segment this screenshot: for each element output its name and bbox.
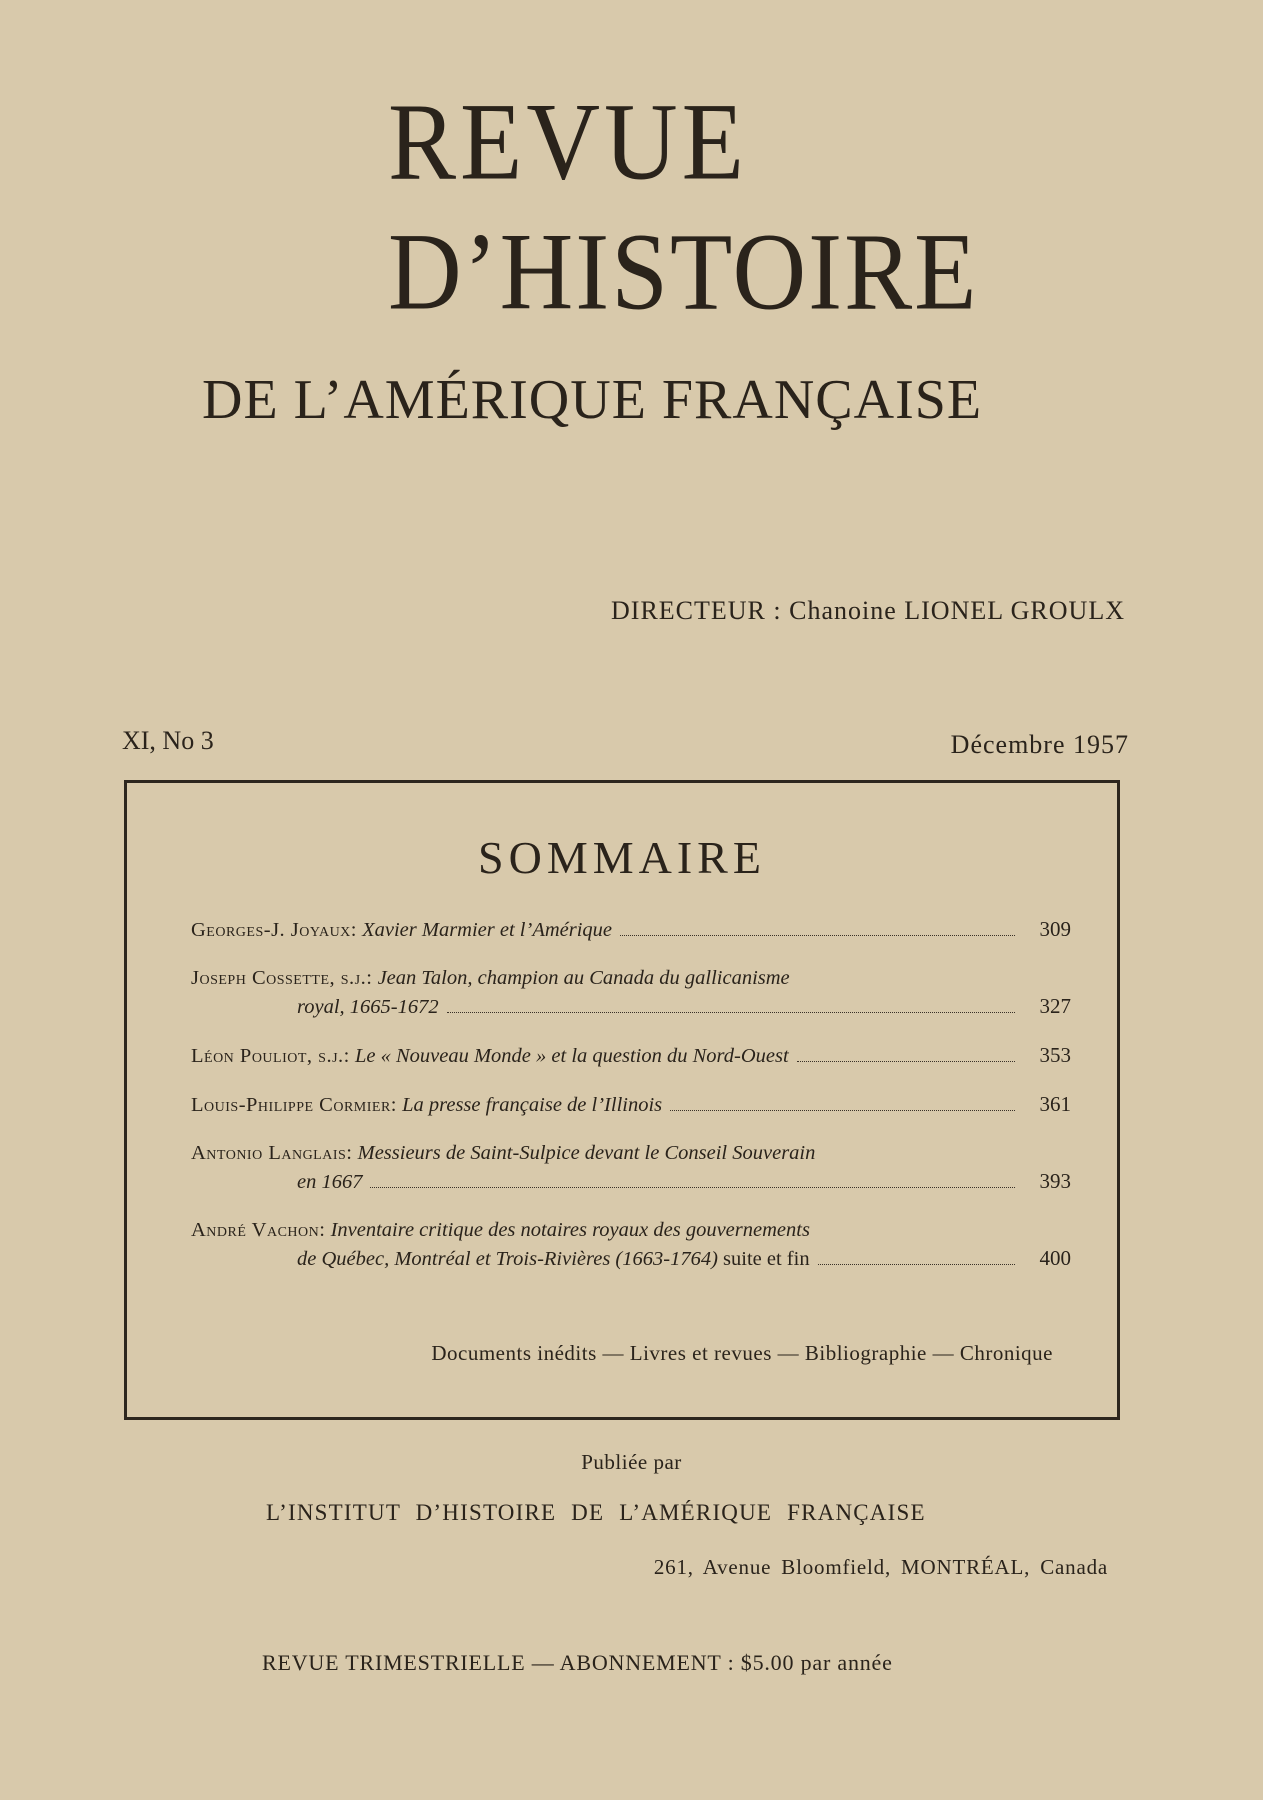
toc-author: Léon Pouliot, s.j.:	[191, 1045, 350, 1067]
toc-author: Georges-J. Joyaux:	[191, 919, 357, 941]
toc-title-note: suite et fin	[723, 1248, 810, 1270]
masthead-title-revue: REVUE	[388, 81, 748, 204]
toc-title: Jean Talon, champion au Canada du gallicanisme	[377, 967, 790, 989]
leader-dots	[670, 1110, 1015, 1111]
toc-entry	[191, 964, 1071, 1021]
toc-title: La presse française de l’Illinois	[402, 1094, 663, 1116]
toc-author: Joseph Cossette, s.j.:	[191, 967, 373, 989]
masthead-subtitle: DE L’AMÉRIQUE FRANÇAISE	[202, 369, 983, 431]
toc-list	[191, 915, 1071, 1293]
leader-dots	[620, 935, 1015, 936]
toc-entry	[191, 1090, 1071, 1119]
toc-page-number: 309	[1039, 917, 1071, 941]
leader-dots	[797, 1061, 1015, 1062]
toc-title-continued: de Québec, Montréal et Trois-Rivières (1663-1764)	[297, 1248, 718, 1270]
toc-page-number: 393	[1039, 1169, 1071, 1193]
leader-dots	[818, 1264, 1015, 1265]
toc-title: Messieurs de Saint-Sulpice devant le Conseil Souverain	[357, 1142, 816, 1164]
toc-page-number: 400	[1039, 1246, 1071, 1270]
toc-entry	[191, 915, 1071, 944]
subscription-info: REVUE TRIMESTRIELLE — ABONNEMENT : $5.00 par année	[262, 1650, 893, 1675]
toc-title: Inventaire critique des notaires royaux des gouvernements	[330, 1219, 810, 1241]
toc-title: Le « Nouveau Monde » et la question du Nord-Ouest	[354, 1045, 789, 1067]
toc-page-number: 361	[1039, 1092, 1071, 1116]
issue-volume: XI, No 3	[122, 726, 214, 755]
published-by-label: Publiée par	[581, 1450, 682, 1474]
publisher-address: 261, Avenue Bloomfield, MONTRÉAL, Canada	[653, 1555, 1108, 1579]
toc-entry	[191, 1041, 1071, 1070]
toc-page-number: 327	[1039, 994, 1071, 1018]
section-list: Documents inédits — Livres et revues — Bibliographie — Chronique	[431, 1341, 1053, 1365]
masthead-title-histoire: D’HISTOIRE	[388, 211, 979, 334]
table-of-contents-box	[124, 780, 1120, 1420]
toc-entry	[191, 1216, 1071, 1273]
toc-author: Louis-Philippe Cormier:	[191, 1094, 397, 1116]
sommaire-heading: SOMMAIRE	[478, 832, 766, 883]
toc-page-number: 353	[1039, 1043, 1071, 1067]
toc-entry	[191, 1139, 1071, 1196]
leader-dots	[370, 1187, 1015, 1188]
issue-date: Décembre 1957	[950, 730, 1129, 759]
toc-author: Antonio Langlais:	[191, 1142, 353, 1164]
toc-title-continued: royal, 1665-1672	[297, 996, 439, 1018]
toc-title-continued: en 1667	[297, 1171, 363, 1193]
toc-author: André Vachon:	[191, 1219, 326, 1241]
toc-title: Xavier Marmier et l’Amérique	[362, 919, 613, 941]
director-credit: DIRECTEUR : Chanoine LIONEL GROULX	[611, 596, 1125, 625]
publisher-name: L’INSTITUT D’HISTOIRE DE L’AMÉRIQUE FRANÇAISE	[266, 1500, 926, 1525]
leader-dots	[447, 1012, 1015, 1013]
